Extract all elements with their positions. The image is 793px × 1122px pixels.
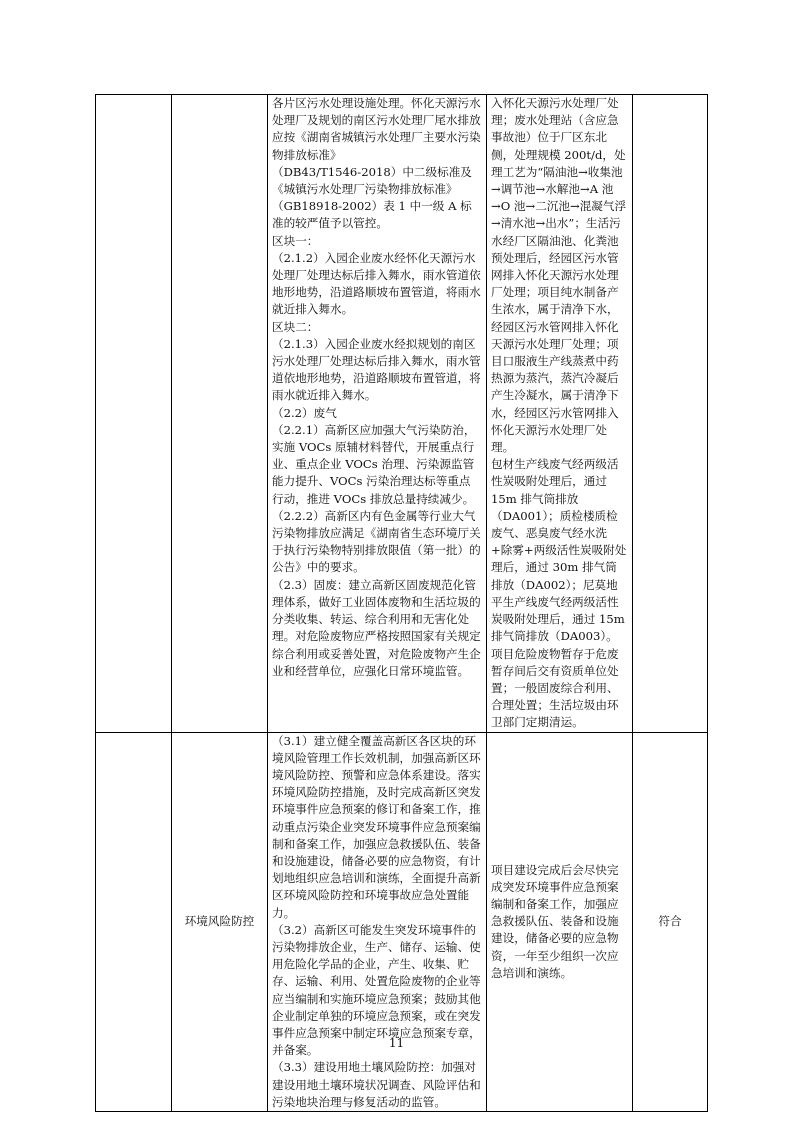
- requirement-text: 区块一：: [272, 233, 319, 248]
- requirement-text: （3.1）建立健全覆盖高新区各区块的环境风险管理工作长效机制，加强高新区环境风险防控、预警和应急体系建设。落实环境风险防控措施，及时完成高新区突发环境事件应急预案的修订和备案工作，推动重点污染企业突发环境事件应急预案编制和备案工作，加强应急救援队伍、装备和设施建设，储备必要的应急物资，有计划地组织应急培训和演练，全面提升高新区环境风险防控和环境事故应急处置能力。: [272, 733, 481, 920]
- category-cell: [172, 95, 268, 733]
- requirement-text: （2.2.1）高新区应加强大气污染防治，实施 VOCs 原辅材料替代，开展重点行业、重点企业 VOCs 治理、污染源监管能力提升、VOCs 污染治理达标等重点行动，推进 VOCs 排放总量持续减少。: [272, 422, 476, 506]
- requirement-text: （3.3）建设用地土壤风险防控：加强对建设用地土壤环境状况调查、风险评估和污染地块治理与修复活动的监管。: [272, 1060, 481, 1109]
- requirement-cell: [268, 732, 487, 1111]
- requirement-text: 各片区污水处理设施处理。怀化天源污水处理厂及规划的南区污水处理厂尾水排放应按《湖南省城镇污水处理厂主要水污染物排放标准》: [272, 96, 481, 162]
- project-text: 项目建设完成后会尽快完成突发环境事件应急预案编制和备案工作，加强应急救援队伍、装备和设施建设，储备必要的应急物资，一年至少组织一次应急培训和演练。: [491, 862, 619, 980]
- conformity-cell: [633, 95, 708, 733]
- compliance-table: [95, 94, 708, 1112]
- blank-cell: [96, 732, 172, 1111]
- table-row: [96, 732, 708, 1111]
- requirement-text: （2.1.3）入园企业废水经拟规划的南区污水处理厂处理达标后排入舞水，雨水管道依地形地势，沿道路顺坡布置管道，将雨水就近排入舞水。: [272, 336, 481, 403]
- requirement-text: （2.1.2）入园企业废水经怀化天源污水处理厂处理达标后排入舞水，雨水管道依地形地势，沿道路顺坡布置管道，将雨水就近排入舞水。: [272, 250, 481, 317]
- requirement-text: （2.3）固废：建立高新区固废规范化管理体系，做好工业固体废物和生活垃圾的分类收集、转运、综合利用和无害化处理。对危险废物应严格按照国家有关规定综合利用或妥善处置，对危险废物产生企业和经营单位，应强化日常环境监管。: [272, 577, 481, 678]
- requirement-text: （2.2.2）高新区内有色金属等行业大气污染物排放应满足《湖南省生态环境厅关于执行污染物特别排放限值（第一批）的公告》中的要求。: [272, 508, 481, 575]
- project-text: 包材生产线废气经两级活性炭吸附处理后，通过 15m 排气筒排放（DA001）；质检楼质检废气、恶臭废气经水洗+除雾+两级活性炭吸附处理后，通过 30m 排气筒排放（DA002）；尼莫地平生产线废气经两级活性炭吸附处理后，通过 15m 排气筒排放（DA003）。: [491, 457, 627, 644]
- requirement-text: 区块二：: [272, 319, 319, 334]
- project-text: 入怀化天源污水处理厂处理；废水处理站（含应急事故池）位于厂区东北侧，处理规模 200t/d，处理工艺为“隔油池→收集池→调节池→水解池→A 池→O 池→二沉池→混凝气浮→清水池→出水”；生活污水经厂区隔油池、化粪池预处理后，经园区污水管网排入怀化天源污水处理厂处理；项目纯水制备产生浓水，属于清净下水，经园区污水管网排入怀化天源污水处理厂处理；项目口服液生产线蒸煮中药热源为蒸汽，蒸汽冷凝后产生冷凝水，属于清净下水，经园区污水管网排入怀化天源污水处理厂处理。: [491, 96, 627, 455]
- project-text: 项目危险废物暂存于危废暂存间后交有资质单位处置；一般固废综合利用、合理处置；生活垃圾由环卫部门定期清运。: [491, 646, 619, 730]
- project-cell: [487, 732, 633, 1111]
- requirement-cell: [268, 95, 487, 733]
- requirement-text: （DB43/T1546-2018）中二级标准及《城镇污水处理厂污染物排放标准》: [272, 164, 472, 197]
- project-cell: [487, 95, 633, 733]
- blank-cell: [96, 95, 172, 733]
- page-number: 11: [388, 1036, 405, 1050]
- table-row: [96, 95, 708, 733]
- requirement-text: （2.2）废气: [272, 405, 337, 420]
- category-cell: 环境风险防控: [172, 732, 268, 1111]
- conformity-cell: 符合: [633, 732, 708, 1111]
- requirement-text: （3.2）高新区可能发生突发环境事件的污染物排放企业，生产、储存、运输、使用危险化学品的企业，产生、收集、贮存、运输、利用、处置危险废物的企业等应当编制和实施环境应急预案；鼓励其他企业制定单独的环境应急预案，或在突发事件应急预案中制定环境应急预案专章，并备案。: [272, 922, 481, 1058]
- requirement-text: （GB18918-2002）表 1 中一级 A 标准的较严值予以管控。: [272, 199, 472, 231]
